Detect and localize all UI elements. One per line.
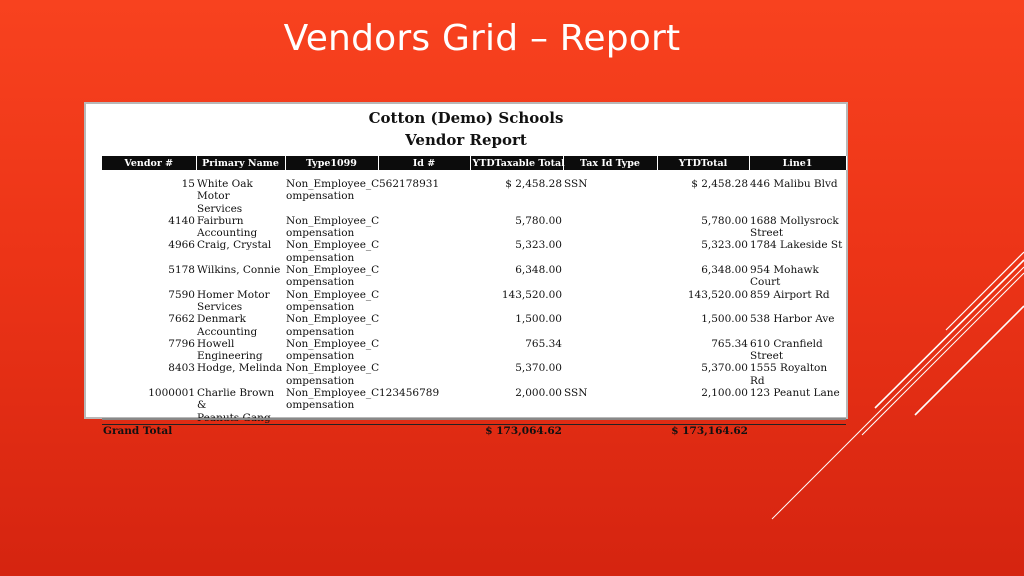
- primary-name-cell-line: Craig, Crystal: [197, 239, 272, 252]
- tax-id-type-cell-line: SSN: [564, 178, 588, 190]
- line1-cell-line: 610 Cranfield: [750, 337, 823, 350]
- id-cell-line: 562178931: [379, 178, 440, 190]
- line1-cell-line: 954 Mohawk: [750, 264, 819, 277]
- primary-name-cell-line: Accounting: [197, 325, 258, 338]
- ytd-total-cell-line: 5,323.00: [701, 239, 748, 252]
- ytd-taxable-cell-line: 5,323.00: [515, 239, 562, 252]
- ytd-taxable-cell-line: 5,780.00: [515, 214, 562, 227]
- col-header-ytd-taxable-total: YTDTaxable Total: [470, 156, 563, 170]
- primary-name-cell-line: Services: [197, 202, 243, 215]
- type1099-cell-line: Non_Employee_C: [286, 337, 380, 350]
- primary-name-cell-line: Services: [197, 300, 243, 313]
- decor-line-5: [772, 267, 1024, 519]
- line1-cell-line: Court: [750, 276, 781, 289]
- type1099-cell-line: Non_Employee_C: [286, 362, 380, 375]
- primary-name-cell-line: Denmark: [197, 313, 246, 326]
- vendor-number-cell-line: 7662: [168, 313, 195, 326]
- ytd-taxable-cell-line: 5,370.00: [515, 362, 562, 375]
- primary-name-cell-line: Wilkins, Connie: [197, 264, 281, 277]
- ytd-total-cell-line: $ 2,458.28: [691, 178, 748, 190]
- primary-name-cell-line: Homer Motor: [197, 288, 270, 301]
- type1099-cell-line: ompensation: [286, 276, 355, 289]
- ytd-total-cell-line: 6,348.00: [701, 264, 748, 277]
- primary-name-cell-line: White Oak Motor: [197, 178, 253, 203]
- ytd-taxable-cell-line: $ 2,458.28: [505, 178, 562, 190]
- tax-id-type-cell-line: SSN: [564, 387, 588, 400]
- type1099-cell-line: Non_Employee_C: [286, 239, 380, 252]
- primary-name-cell-line: Accounting: [197, 227, 258, 240]
- line1-cell-line: Rd: [750, 374, 765, 387]
- grand-total-label: Grand Total: [102, 424, 285, 437]
- col-header-vendor: Vendor #: [102, 156, 196, 170]
- type1099-cell-line: ompensation: [286, 190, 355, 203]
- line1-cell-line: 1555 Royalton: [750, 362, 828, 375]
- type1099-cell-line: ompensation: [286, 350, 355, 363]
- type1099-cell-line: Non_Employee_C: [286, 178, 380, 190]
- line1-cell-line: 538 Harbor Ave: [750, 313, 835, 326]
- grand-total-taxable: $ 173,064.62: [470, 424, 563, 437]
- primary-name-cell-line: Howell: [197, 337, 235, 350]
- vendor-number-cell-line: 7796: [168, 337, 195, 350]
- col-header-id: Id #: [378, 156, 470, 170]
- primary-name-cell-line: Hodge, Melinda: [197, 362, 283, 375]
- col-header-ytd-total: YTDTotal: [657, 156, 749, 170]
- line1-cell-line: 123 Peanut Lane: [750, 387, 840, 400]
- ytd-taxable-cell-line: 765.34: [525, 337, 562, 350]
- type1099-cell-line: ompensation: [286, 300, 355, 313]
- decor-line-4: [862, 273, 1024, 435]
- vendor-number-cell-line: 15: [181, 178, 195, 190]
- ytd-taxable-cell-line: 143,520.00: [501, 288, 562, 301]
- grand-total-ytd: $ 173,164.62: [657, 424, 749, 437]
- type1099-cell-line: Non_Employee_C: [286, 387, 380, 400]
- primary-name-cell-line: Engineering: [197, 350, 263, 363]
- type1099-cell-line: ompensation: [286, 374, 355, 387]
- line1-cell-line: 1688 Mollysrock: [750, 214, 839, 227]
- decor-line-1: [875, 260, 1024, 408]
- ytd-total-cell-line: 5,780.00: [701, 214, 748, 227]
- type1099-cell-line: ompensation: [286, 399, 355, 412]
- line1-cell-line: 1784 Lakeside St: [750, 239, 843, 252]
- ytd-total-cell-line: 765.34: [711, 337, 748, 350]
- ytd-taxable-cell-line: 6,348.00: [515, 264, 562, 277]
- type1099-cell-line: ompensation: [286, 325, 355, 338]
- id-cell-line: 123456789: [379, 387, 440, 400]
- primary-name-cell-line: Charlie Brown &: [197, 387, 275, 412]
- ytd-taxable-cell-line: 1,500.00: [515, 313, 562, 326]
- decor-line-3: [915, 306, 1024, 415]
- vendor-number-cell-line: 8403: [168, 362, 195, 375]
- type1099-cell-line: ompensation: [286, 251, 355, 264]
- type1099-cell-line: ompensation: [286, 227, 355, 240]
- type1099-cell-line: Non_Employee_C: [286, 214, 380, 227]
- type1099-cell-line: Non_Employee_C: [286, 288, 380, 301]
- ytd-total-cell-line: 1,500.00: [701, 313, 748, 326]
- vendor-number-cell-line: 1000001: [148, 387, 195, 400]
- vendor-number-cell-line: 4140: [168, 214, 195, 227]
- ytd-total-cell-line: 5,370.00: [701, 362, 748, 375]
- ytd-taxable-cell-line: 2,000.00: [515, 387, 562, 400]
- col-header-tax-id-type: Tax Id Type: [563, 156, 657, 170]
- type1099-cell-line: Non_Employee_C: [286, 264, 380, 277]
- primary-name-cell-line: Fairburn: [197, 214, 244, 227]
- vendor-number-cell-line: 5178: [168, 264, 195, 277]
- primary-name-cell-line: Peanuts Gang: [197, 411, 271, 424]
- col-header-type1099: Type1099: [285, 156, 378, 170]
- slide-title: Vendors Grid – Report: [283, 18, 681, 59]
- ytd-total-cell-line: 143,520.00: [687, 288, 748, 301]
- line1-cell-line: Street: [750, 227, 784, 240]
- col-header-line1: Line1: [749, 156, 846, 170]
- org-name: Cotton (Demo) Schools: [368, 109, 564, 127]
- type1099-cell-line: Non_Employee_C: [286, 313, 380, 326]
- line1-cell-line: 859 Airport Rd: [750, 288, 830, 301]
- line1-cell-line: Street: [750, 350, 784, 363]
- vendor-number-cell-line: 7590: [168, 288, 195, 301]
- report-name: Vendor Report: [405, 131, 527, 149]
- line1-cell-line: 446 Malibu Blvd: [750, 178, 838, 190]
- ytd-total-cell-line: 2,100.00: [701, 387, 748, 400]
- vendor-number-cell-line: 4966: [168, 239, 195, 252]
- col-header-primary-name: Primary Name: [196, 156, 285, 170]
